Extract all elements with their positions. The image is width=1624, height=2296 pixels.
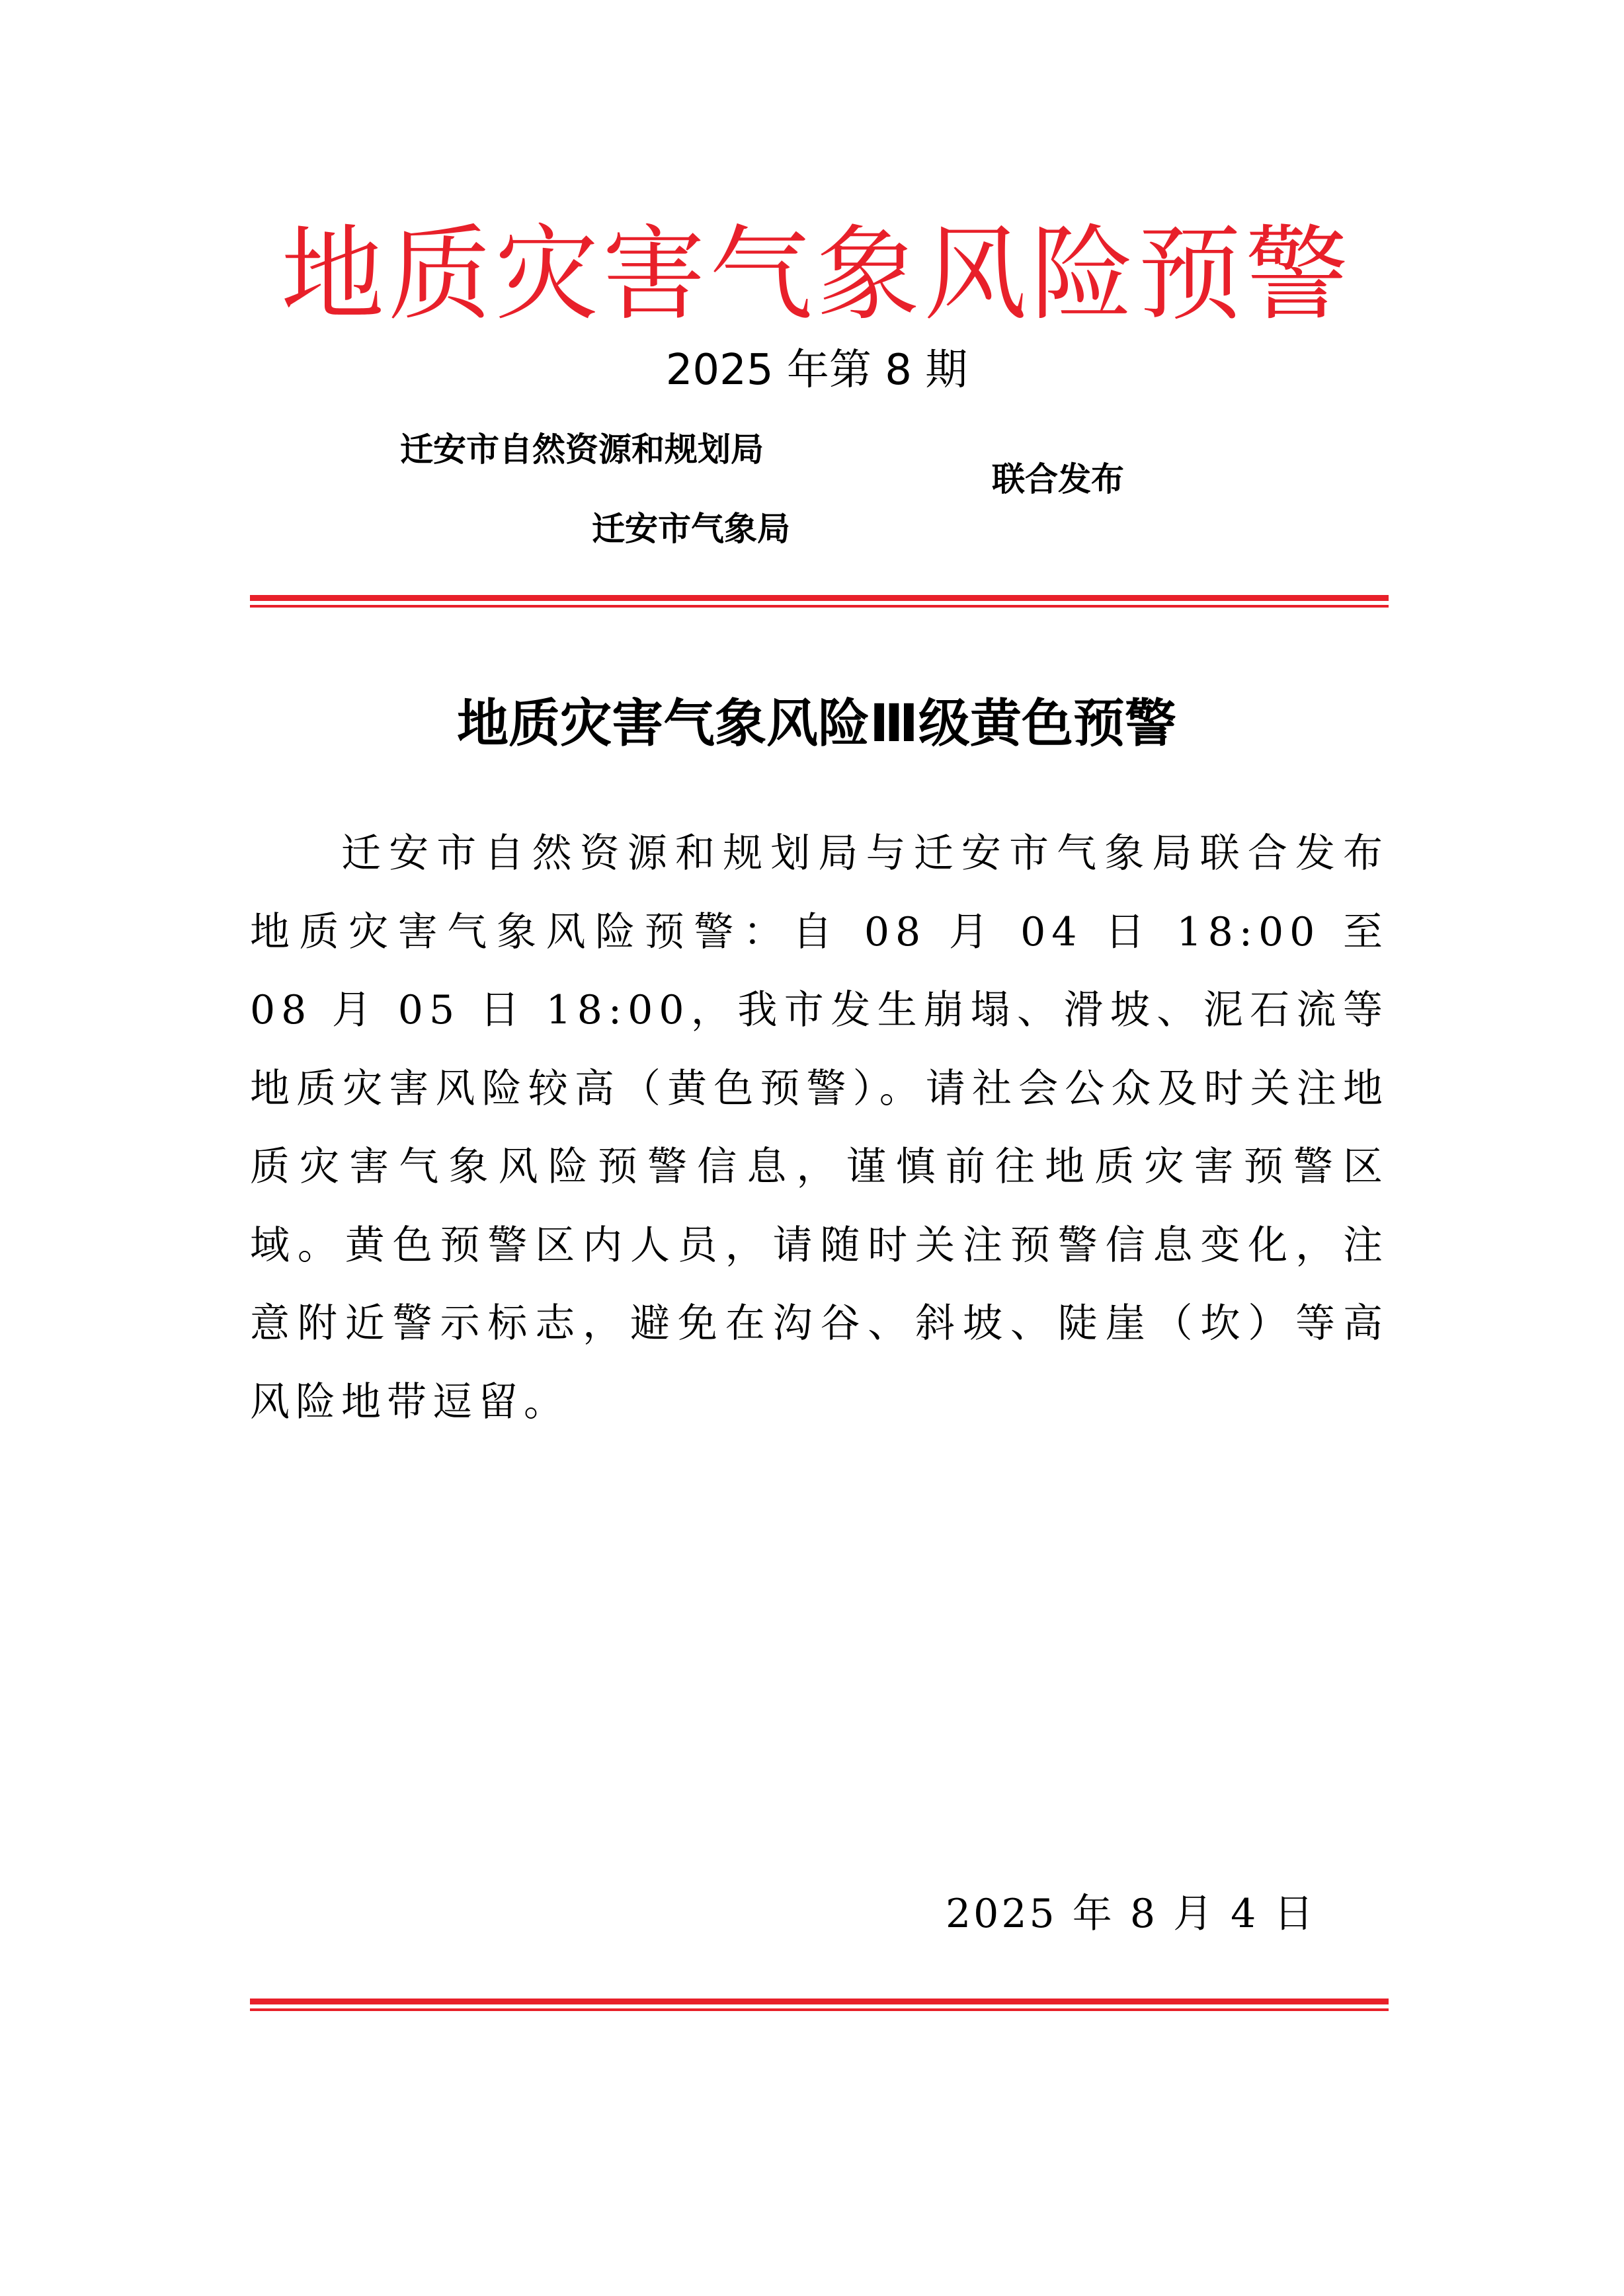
- issue-number: 2025 年第 8 期: [665, 346, 968, 395]
- joint-release-label: 联合发布: [992, 460, 1124, 498]
- footer-divider: [250, 1999, 1389, 2011]
- header-divider-thick-line: [250, 595, 1389, 601]
- footer-divider-thick-line: [250, 1999, 1389, 2004]
- document-body: 迁安市自然资源和规划局与迁安市气象局联合发布地质灾害气象风险预警：自 08 月 04 日 18:00 至 08 月 05 日 18:00，我市发生崩塌、滑坡、泥石流等地质灾害风险较高（黄色预警）。请社会公众及时关注地质灾害气象风险预警信息，谨慎前往地质灾害预警区域。黄色预警区内人员，请随时关注预警信息变化，注意附近警示标志，避免在沟谷、斜坡、陡崖（坎）等高风险地带逗留。: [250, 830, 1389, 1425]
- issuer-natural-resources-bureau: 迁安市自然资源和规划局: [400, 430, 764, 469]
- issuer-meteorological-bureau: 迁安市气象局: [592, 510, 790, 548]
- document-title: 地质灾害气象风险Ⅲ级黄色预警: [457, 694, 1176, 754]
- signature-date: 2025 年 8 月 4 日: [946, 1891, 1317, 1937]
- masthead-title: 地质灾害气象风险预警: [281, 214, 1352, 335]
- header-divider: [250, 595, 1389, 608]
- footer-divider-thin-line: [250, 2008, 1389, 2011]
- header-divider-thin-line: [250, 605, 1389, 608]
